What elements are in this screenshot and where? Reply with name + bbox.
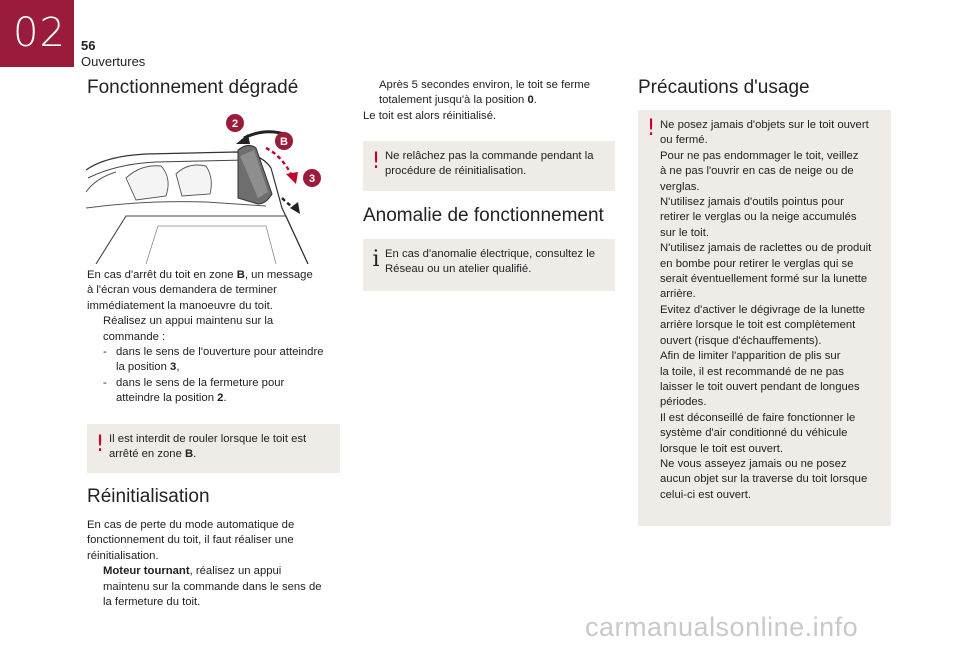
info-text [385,247,607,278]
precaution-line: système d'air conditionné du véhicule [660,427,848,440]
precaution-line: à ne pas l'ouvrir en cas de neige ou de [660,165,854,178]
precaution-line: laisser le toit ouvert pendant de longues [660,380,860,393]
degrade-paragraph [87,268,347,407]
precaution-line: Evitez d'activer le dégivrage de la lunette [660,303,865,316]
bullet-item [363,78,623,109]
text-line: Après 5 secondes environ, le toit se ferme [379,79,590,91]
precautions-text [660,118,883,503]
warning-icon: ! [371,149,381,174]
precaution-line: la toile, il est recommandé de ne pas [660,365,844,378]
precaution-line: verglas. [660,180,700,193]
precaution-line: arrière. [660,288,696,301]
heading-precautions: Précautions d'usage [638,77,810,98]
text-line: réinitialisation. [87,549,159,562]
figure-label-b: B [280,136,288,148]
precaution-line: Afin de limiter l'apparition de plis sur [660,350,841,363]
heading-fonctionnement-degrade: Fonctionnement dégradé [87,77,299,98]
precaution-line: N'utilisez jamais de raclettes ou de produit [660,242,872,255]
page-number: 56 [81,38,96,53]
text: . [533,94,537,107]
precaution-line: lorsque le toit est ouvert. [660,442,784,455]
warning-text [109,432,332,463]
reinit-paragraph [87,518,347,610]
convertible-roof-illustration [86,108,322,264]
bold-text: 0 [527,94,534,107]
warning-box-reinit [363,141,615,191]
text: , [176,361,180,374]
precaution-line: aucun objet sur la traverse du toit lorsque [660,473,868,486]
heading-anomalie: Anomalie de fonctionnement [363,205,604,226]
text: En cas d'arrêt du toit en zone [87,269,237,281]
info-icon: i [372,247,380,272]
precaution-line: serait éventuellement formé sur la lunette [660,273,868,286]
precaution-line: N'utilisez jamais d'outils pointus pour [660,196,844,209]
chapter-tab [0,0,74,67]
warning-box-precautions [638,110,891,526]
dash-marker: - [103,346,107,359]
text-line: procédure de réinitialisation. [385,165,527,178]
precaution-line: celui-ci est ouvert. [660,488,752,501]
warning-icon: ! [95,432,105,457]
precaution-line: sur le toit. [660,226,709,239]
precaution-line: retirer le verglas ou la neige accumulés [660,211,857,224]
text-line: Réseau ou un atelier qualifié. [385,263,532,276]
bullet-marker [363,78,379,109]
text-line: immédiatement la manoeuvre du toit. [87,299,273,312]
text: , un message [244,269,313,281]
text-line: commande : [103,330,166,343]
text-line: la fermeture du toit. [103,596,201,609]
text: , réalisez un appui [189,565,282,578]
precaution-line: ou fermé. [660,134,708,147]
text: . [223,392,227,405]
figure-label-3: 3 [308,173,316,185]
bullet-item [87,314,347,345]
warning-icon: ! [646,116,656,141]
warning-text [385,149,607,180]
precaution-line: Ne posez jamais d'objets sur le toit ouvert [660,119,869,131]
bullet-marker [87,314,103,345]
precaution-line: périodes. [660,396,707,409]
reinit-continued [363,78,623,124]
watermark: carmanualsonline.info [585,612,859,642]
precaution-line: en bombe pour retirer le verglas qui se [660,257,854,270]
heading-reinitialisation: Réinitialisation [87,486,210,507]
text-line: En cas de perte du mode automatique de [87,519,295,531]
bold-text: Moteur tournant [103,565,190,578]
dash-marker: - [103,376,107,389]
bold-text: 3 [170,361,177,374]
precaution-line: ouvert (risque d'échauffements). [660,334,822,347]
text: la position [116,361,171,374]
precaution-line: Pour ne pas endommager le toit, veillez [660,149,859,162]
precaution-line: arrière lorsque le toit est complètement [660,319,856,332]
text-line: dans le sens de l'ouverture pour atteindre [116,346,324,359]
bullet-item [87,564,347,610]
text: atteindre la position [116,392,218,405]
precaution-line: Ne vous asseyez jamais ou ne posez [660,457,847,470]
chapter-number: 02 [13,10,66,56]
warning-box-zone-b [87,424,340,473]
text-line: En cas d'anomalie électrique, consultez le [385,248,596,260]
section-title: Ouvertures [81,54,146,69]
text: arrêté en zone [109,448,185,461]
text-line: Ne relâchez pas la commande pendant la [385,150,594,162]
bold-text: B [236,269,245,281]
bold-text: B [185,448,194,461]
precaution-line: Il est déconseillé de faire fonctionner le [660,411,856,424]
dash-item [87,376,347,407]
bullet-marker [87,564,103,610]
text: totalement jusqu'à la position [379,94,528,107]
text-line: à l'écran vous demandera de terminer [87,284,277,297]
dash-item [87,345,347,376]
text-line: Il est interdit de rouler lorsque le toit est [109,433,307,445]
figure-label-2: 2 [231,118,239,130]
bold-text: 2 [217,392,224,405]
text-line: Le toit est alors réinitialisé. [363,109,497,122]
text-line: maintenu sur la commande dans le sens de [103,580,322,593]
text-line: Réalisez un appui maintenu sur la [103,315,274,328]
text: . [193,448,197,461]
info-box-anomalie [363,239,615,291]
text-line: dans le sens de la fermeture pour [116,376,285,389]
text-line: fonctionnement du toit, il faut réaliser une [87,534,294,547]
